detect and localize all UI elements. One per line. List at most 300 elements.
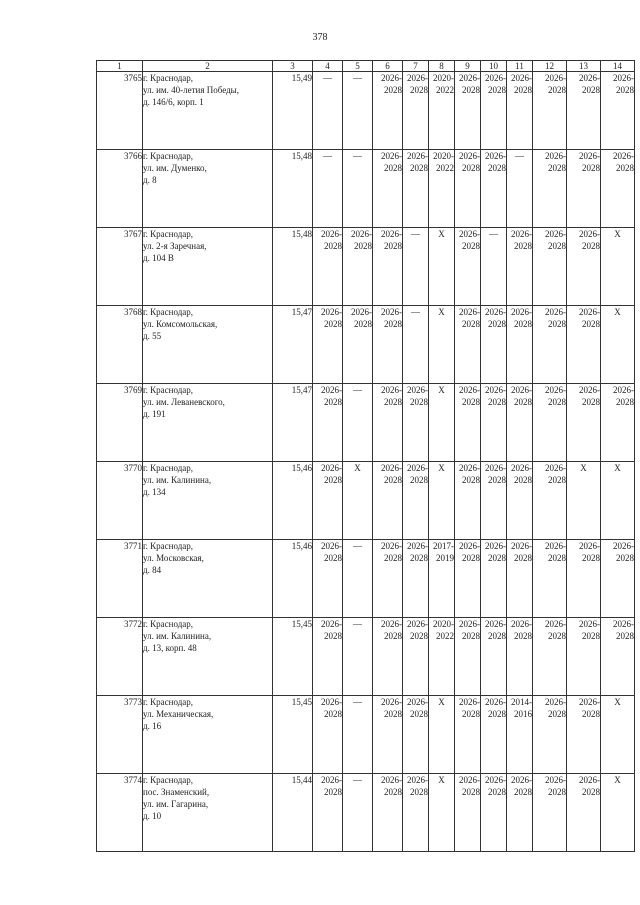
period-cell-col-14 <box>601 72 635 150</box>
period-text: 2028 <box>462 241 480 251</box>
period-text: 2026- <box>407 775 428 785</box>
period-text: 2026- <box>485 151 506 161</box>
address-cell <box>143 72 273 150</box>
table-row <box>97 228 635 306</box>
address-line: ул. им. Калинина, <box>143 631 212 641</box>
period-text: 2026- <box>381 697 402 707</box>
address-line: ул. им. Леваневского, <box>143 397 225 407</box>
period-text: 2026- <box>381 151 402 161</box>
row-number: 3766 <box>97 150 143 228</box>
period-text: 2019 <box>436 553 454 563</box>
address-cell <box>143 540 273 618</box>
not-applicable-mark: X <box>614 463 621 473</box>
period-text: 2026- <box>321 541 342 551</box>
period-cell-col-6 <box>373 774 403 852</box>
column-header-8: 8 <box>429 61 455 72</box>
period-text: 2028 <box>410 631 428 641</box>
period-cell-col-10 <box>481 618 507 696</box>
dash-mark: — <box>353 151 362 161</box>
period-cell-col-13 <box>567 618 601 696</box>
address-cell <box>143 696 273 774</box>
period-cell-col-13 <box>567 150 601 228</box>
dash-mark: — <box>489 229 498 239</box>
period-text: 2028 <box>488 319 506 329</box>
period-cell-col-13 <box>567 540 601 618</box>
period-text: 2028 <box>410 709 428 719</box>
period-cell-col-8 <box>429 306 455 384</box>
address-line: ул. Механическая, <box>143 709 214 719</box>
period-text: 2028 <box>548 85 566 95</box>
period-cell-col-14 <box>601 228 635 306</box>
period-text: 2028 <box>548 787 566 797</box>
period-text: 2028 <box>514 553 532 563</box>
value-cell: 15,49 <box>273 72 313 150</box>
address-line: д. 13, корп. 48 <box>143 643 197 653</box>
period-text: 2026- <box>485 73 506 83</box>
address-line: г. Краснодар, <box>143 229 194 239</box>
column-header-14: 14 <box>601 61 635 72</box>
period-cell-col-12 <box>533 306 567 384</box>
address-line: г. Краснодар, <box>143 151 194 161</box>
dash-mark: — <box>323 151 332 161</box>
period-cell-col-5 <box>343 72 373 150</box>
period-text: 2026- <box>485 541 506 551</box>
period-text: 2026- <box>511 775 532 785</box>
dash-mark: — <box>353 541 362 551</box>
table-row <box>97 462 635 540</box>
period-cell-col-12 <box>533 618 567 696</box>
period-cell-col-6 <box>373 306 403 384</box>
period-cell-col-11 <box>507 774 533 852</box>
period-text: 2026- <box>459 73 480 83</box>
period-cell-col-4 <box>313 150 343 228</box>
period-text: 2028 <box>324 553 342 563</box>
period-cell-col-8 <box>429 384 455 462</box>
period-cell-col-13 <box>567 384 601 462</box>
dash-mark: — <box>411 307 420 317</box>
address-line: г. Краснодар, <box>143 73 194 83</box>
period-cell-col-5 <box>343 540 373 618</box>
period-cell-col-9 <box>455 306 481 384</box>
period-text: 2026- <box>459 229 480 239</box>
period-cell-col-12 <box>533 150 567 228</box>
period-text: 2026- <box>613 73 634 83</box>
address-cell <box>143 306 273 384</box>
period-text: 2028 <box>616 163 634 173</box>
period-text: 2026- <box>459 541 480 551</box>
period-text: 2026- <box>459 775 480 785</box>
period-text: 2028 <box>582 709 600 719</box>
period-cell-col-4 <box>313 72 343 150</box>
row-number: 3769 <box>97 384 143 462</box>
period-cell-col-11 <box>507 618 533 696</box>
period-cell-col-6 <box>373 150 403 228</box>
period-cell-col-14 <box>601 540 635 618</box>
period-text: 2028 <box>462 163 480 173</box>
period-text: 2028 <box>616 631 634 641</box>
table-row <box>97 306 635 384</box>
period-text: 2028 <box>384 397 402 407</box>
period-cell-col-11 <box>507 696 533 774</box>
period-text: 2026- <box>511 229 532 239</box>
not-applicable-mark: X <box>614 775 621 785</box>
period-cell-col-7 <box>403 72 429 150</box>
period-text: 2026- <box>579 619 600 629</box>
period-text: 2028 <box>384 163 402 173</box>
period-text: 2026- <box>579 541 600 551</box>
period-cell-col-10 <box>481 462 507 540</box>
period-text: 2026- <box>381 73 402 83</box>
address-line: г. Краснодар, <box>143 385 194 395</box>
period-text: 2026- <box>459 619 480 629</box>
period-text: 2026- <box>485 697 506 707</box>
period-text: 2028 <box>488 163 506 173</box>
period-text: 2028 <box>616 85 634 95</box>
column-header-3: 3 <box>273 61 313 72</box>
period-cell-col-11 <box>507 462 533 540</box>
period-cell-col-8 <box>429 72 455 150</box>
period-cell-col-14 <box>601 696 635 774</box>
value-cell: 15,46 <box>273 462 313 540</box>
period-cell-col-6 <box>373 618 403 696</box>
value-cell: 15,44 <box>273 774 313 852</box>
period-text: 2028 <box>324 787 342 797</box>
period-cell-col-12 <box>533 384 567 462</box>
value-cell: 15,45 <box>273 696 313 774</box>
address-line: ул. Комсомольская, <box>143 319 218 329</box>
period-cell-col-9 <box>455 384 481 462</box>
dash-mark: — <box>323 73 332 83</box>
period-text: 2020- <box>433 151 454 161</box>
period-text: 2026- <box>381 775 402 785</box>
period-cell-col-6 <box>373 228 403 306</box>
period-cell-col-10 <box>481 696 507 774</box>
address-line: ул. им. Гагарина, <box>143 799 209 809</box>
period-text: 2026- <box>321 697 342 707</box>
period-cell-col-5 <box>343 774 373 852</box>
period-text: 2028 <box>488 475 506 485</box>
address-line: г. Краснодар, <box>143 307 194 317</box>
dash-mark: — <box>411 229 420 239</box>
period-cell-col-5 <box>343 150 373 228</box>
column-header-10: 10 <box>481 61 507 72</box>
period-text: 2026- <box>381 385 402 395</box>
period-text: 2026- <box>321 775 342 785</box>
value-cell: 15,48 <box>273 228 313 306</box>
period-text: 2026- <box>579 151 600 161</box>
period-text: 2028 <box>324 475 342 485</box>
period-text: 2028 <box>410 787 428 797</box>
period-text: 2028 <box>548 163 566 173</box>
period-cell-col-5 <box>343 306 373 384</box>
period-text: 2028 <box>410 475 428 485</box>
address-cell <box>143 384 273 462</box>
address-line: д. 16 <box>143 721 162 731</box>
period-cell-col-10 <box>481 774 507 852</box>
period-text: 2028 <box>582 787 600 797</box>
period-text: 2028 <box>354 319 372 329</box>
period-cell-col-10 <box>481 72 507 150</box>
period-text: 2028 <box>384 241 402 251</box>
period-cell-col-11 <box>507 228 533 306</box>
period-text: 2026- <box>579 697 600 707</box>
column-header-2: 2 <box>143 61 273 72</box>
period-text: 2028 <box>582 553 600 563</box>
period-text: 2026- <box>613 385 634 395</box>
period-text: 2026- <box>545 307 566 317</box>
period-text: 2028 <box>462 553 480 563</box>
dash-mark: — <box>353 775 362 785</box>
period-cell-col-12 <box>533 774 567 852</box>
period-cell-col-8 <box>429 618 455 696</box>
period-text: 2017- <box>433 541 454 551</box>
period-text: 2026- <box>511 619 532 629</box>
dash-mark: — <box>353 385 362 395</box>
period-cell-col-7 <box>403 540 429 618</box>
period-text: 2026- <box>613 541 634 551</box>
period-text: 2028 <box>324 397 342 407</box>
address-line: ул. 2-я Заречная, <box>143 241 207 251</box>
period-text: 2026- <box>545 463 566 473</box>
period-cell-col-10 <box>481 306 507 384</box>
value-cell: 15,47 <box>273 384 313 462</box>
period-text: 2028 <box>582 319 600 329</box>
address-cell <box>143 618 273 696</box>
not-applicable-mark: X <box>438 775 445 785</box>
period-text: 2026- <box>545 697 566 707</box>
row-number: 3774 <box>97 774 143 852</box>
period-cell-col-4 <box>313 696 343 774</box>
period-cell-col-12 <box>533 462 567 540</box>
column-header-7: 7 <box>403 61 429 72</box>
period-text: 2028 <box>616 397 634 407</box>
period-text: 2028 <box>548 553 566 563</box>
period-text: 2022 <box>436 85 454 95</box>
period-text: 2028 <box>462 787 480 797</box>
address-cell <box>143 228 273 306</box>
period-cell-col-5 <box>343 696 373 774</box>
period-cell-col-4 <box>313 540 343 618</box>
address-line: ул. им. Думенко, <box>143 163 207 173</box>
address-line: д. 146/6, корп. 1 <box>143 97 204 107</box>
address-line: г. Краснодар, <box>143 463 194 473</box>
period-cell-col-9 <box>455 462 481 540</box>
period-text: 2028 <box>488 631 506 641</box>
period-cell-col-12 <box>533 228 567 306</box>
period-text: 2028 <box>462 709 480 719</box>
period-cell-col-4 <box>313 306 343 384</box>
period-text: 2026- <box>579 229 600 239</box>
period-cell-col-11 <box>507 150 533 228</box>
period-text: 2028 <box>384 475 402 485</box>
period-text: 2028 <box>548 241 566 251</box>
period-text: 2026- <box>381 307 402 317</box>
period-cell-col-6 <box>373 384 403 462</box>
period-text: 2026- <box>545 775 566 785</box>
period-text: 2026- <box>511 541 532 551</box>
period-text: 2026- <box>545 151 566 161</box>
period-text: 2028 <box>488 709 506 719</box>
dash-mark: — <box>353 73 362 83</box>
period-text: 2026- <box>407 385 428 395</box>
period-cell-col-7 <box>403 384 429 462</box>
period-cell-col-8 <box>429 774 455 852</box>
value-cell: 15,48 <box>273 150 313 228</box>
period-text: 2028 <box>410 163 428 173</box>
table-row <box>97 150 635 228</box>
period-text: 2028 <box>384 709 402 719</box>
period-cell-col-14 <box>601 306 635 384</box>
column-header-4: 4 <box>313 61 343 72</box>
address-line: ул. им. Калинина, <box>143 475 212 485</box>
period-cell-col-7 <box>403 462 429 540</box>
value-cell: 15,47 <box>273 306 313 384</box>
register-table <box>96 60 635 852</box>
period-cell-col-11 <box>507 72 533 150</box>
period-text: 2026- <box>321 307 342 317</box>
period-cell-col-8 <box>429 228 455 306</box>
column-header-1: 1 <box>97 61 143 72</box>
period-cell-col-13 <box>567 306 601 384</box>
period-text: 2028 <box>514 787 532 797</box>
period-text: 2026- <box>407 463 428 473</box>
not-applicable-mark: X <box>580 463 587 473</box>
period-text: 2026- <box>579 385 600 395</box>
period-text: 2028 <box>582 163 600 173</box>
address-line: д. 55 <box>143 331 162 341</box>
period-cell-col-4 <box>313 228 343 306</box>
row-number: 3765 <box>97 72 143 150</box>
period-text: 2026- <box>321 619 342 629</box>
table-row <box>97 774 635 852</box>
period-cell-col-13 <box>567 774 601 852</box>
period-cell-col-13 <box>567 696 601 774</box>
period-text: 2026- <box>381 619 402 629</box>
period-text: 2028 <box>582 241 600 251</box>
address-cell <box>143 150 273 228</box>
period-text: 2028 <box>514 475 532 485</box>
row-number: 3771 <box>97 540 143 618</box>
period-text: 2028 <box>488 397 506 407</box>
period-text: 2028 <box>548 631 566 641</box>
period-text: 2028 <box>514 85 532 95</box>
period-text: 2028 <box>514 319 532 329</box>
period-cell-col-7 <box>403 774 429 852</box>
period-text: 2026- <box>351 307 372 317</box>
period-text: 2026- <box>381 463 402 473</box>
address-line: г. Краснодар, <box>143 775 194 785</box>
period-text: 2026- <box>407 619 428 629</box>
period-text: 2028 <box>548 709 566 719</box>
period-text: 2026- <box>459 463 480 473</box>
period-cell-col-4 <box>313 384 343 462</box>
not-applicable-mark: X <box>614 307 621 317</box>
period-text: 2028 <box>324 631 342 641</box>
value-cell: 15,46 <box>273 540 313 618</box>
period-cell-col-7 <box>403 150 429 228</box>
period-cell-col-12 <box>533 72 567 150</box>
period-text: 2026- <box>579 73 600 83</box>
address-line: д. 191 <box>143 409 166 419</box>
period-text: 2026- <box>321 229 342 239</box>
period-text: 2028 <box>384 319 402 329</box>
address-cell <box>143 774 273 852</box>
period-text: 2026- <box>321 463 342 473</box>
period-text: 2026- <box>545 229 566 239</box>
period-cell-col-9 <box>455 228 481 306</box>
period-text: 2028 <box>462 631 480 641</box>
period-text: 2026- <box>485 463 506 473</box>
period-cell-col-10 <box>481 150 507 228</box>
period-text: 2028 <box>384 631 402 641</box>
column-header-9: 9 <box>455 61 481 72</box>
period-text: 2026- <box>545 541 566 551</box>
address-line: г. Краснодар, <box>143 697 194 707</box>
period-text: 2028 <box>582 631 600 641</box>
period-cell-col-7 <box>403 696 429 774</box>
period-cell-col-10 <box>481 540 507 618</box>
period-text: 2028 <box>616 553 634 563</box>
period-cell-col-8 <box>429 540 455 618</box>
period-text: 2028 <box>384 787 402 797</box>
period-text: 2028 <box>354 241 372 251</box>
row-number: 3770 <box>97 462 143 540</box>
table-row <box>97 540 635 618</box>
dash-mark: — <box>353 619 362 629</box>
period-cell-col-10 <box>481 384 507 462</box>
period-text: 2026- <box>579 307 600 317</box>
period-text: 2026- <box>579 775 600 785</box>
period-cell-col-7 <box>403 306 429 384</box>
period-cell-col-7 <box>403 228 429 306</box>
period-cell-col-9 <box>455 618 481 696</box>
not-applicable-mark: X <box>438 463 445 473</box>
period-text: 2028 <box>462 397 480 407</box>
table-row <box>97 72 635 150</box>
period-text: 2026- <box>545 619 566 629</box>
period-cell-col-12 <box>533 696 567 774</box>
column-header-12: 12 <box>533 61 567 72</box>
page-number: 378 <box>312 32 328 43</box>
period-cell-col-9 <box>455 540 481 618</box>
period-cell-col-4 <box>313 618 343 696</box>
period-text: 2028 <box>462 475 480 485</box>
period-cell-col-11 <box>507 306 533 384</box>
period-text: 2026- <box>407 73 428 83</box>
period-cell-col-8 <box>429 696 455 774</box>
period-text: 2028 <box>384 553 402 563</box>
period-text: 2026- <box>485 307 506 317</box>
period-text: 2028 <box>410 397 428 407</box>
column-header-6: 6 <box>373 61 403 72</box>
not-applicable-mark: X <box>354 463 361 473</box>
period-text: 2028 <box>488 85 506 95</box>
period-cell-col-4 <box>313 774 343 852</box>
period-cell-col-14 <box>601 462 635 540</box>
period-text: 2026- <box>511 463 532 473</box>
not-applicable-mark: X <box>614 229 621 239</box>
row-number: 3772 <box>97 618 143 696</box>
column-header-13: 13 <box>567 61 601 72</box>
period-text: 2014- <box>511 697 532 707</box>
address-line: г. Краснодар, <box>143 541 194 551</box>
address-line: ул. Московская, <box>143 553 204 563</box>
period-text: 2026- <box>381 541 402 551</box>
address-line: д. 104 В <box>143 253 174 263</box>
period-text: 2026- <box>459 385 480 395</box>
period-text: 2028 <box>582 397 600 407</box>
period-text: 2026- <box>407 151 428 161</box>
